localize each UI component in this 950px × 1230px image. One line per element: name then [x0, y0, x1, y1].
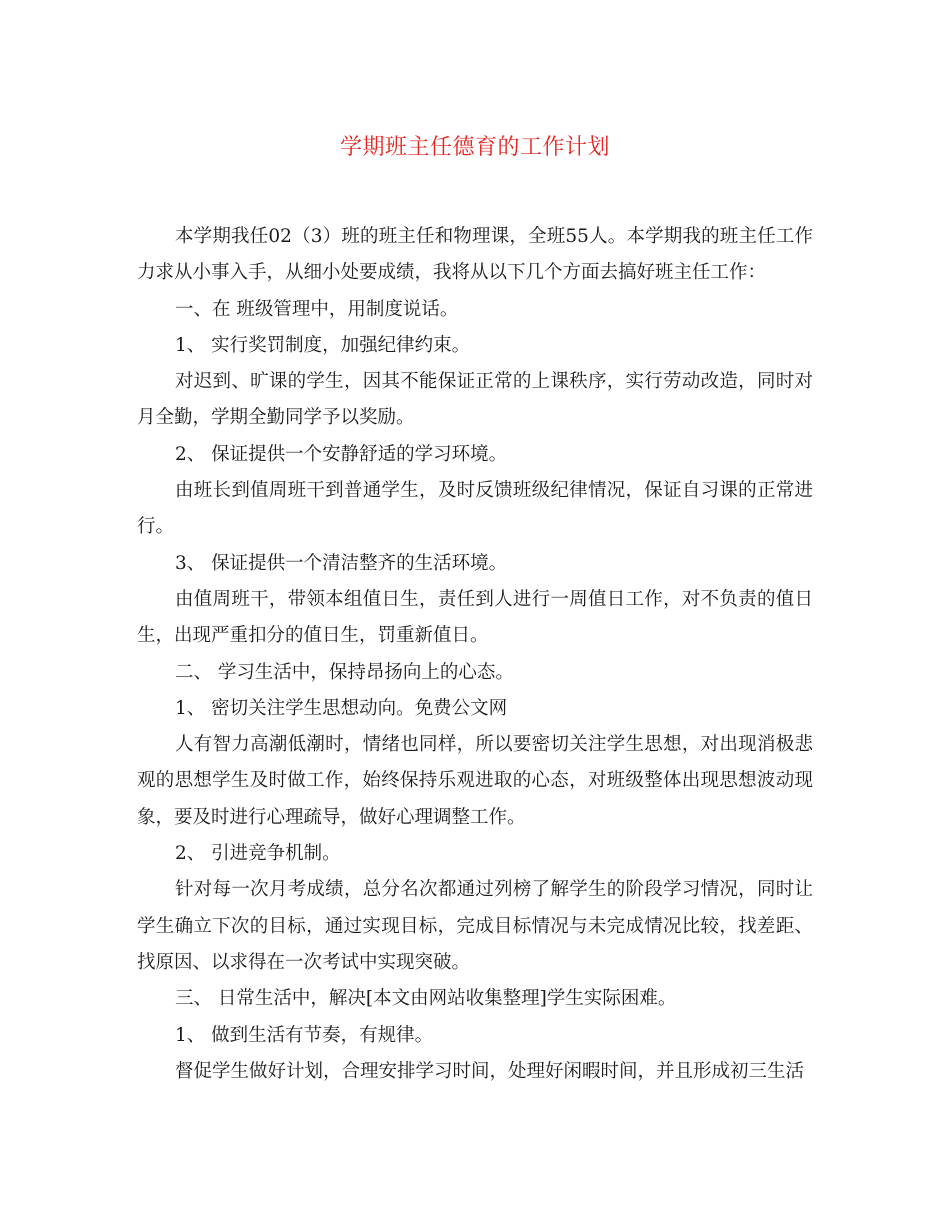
section-heading: 二、 学习生活中，保持昂扬向上的心态。: [175, 661, 514, 683]
paragraph: 本学期我任02（3）班的班主任和物理课，全班55人。本学期我的班主任工作力求从小事入手，从细小处要成绩，我将从以下几个方面去搞好班主任工作：: [137, 226, 813, 284]
document-body: [137, 219, 813, 1090]
paragraph: 由班长到值周班干到普通学生，及时反馈班级纪律情况，保证自习课的正常进行。: [137, 480, 813, 538]
section-heading: 一、在 班级管理中，用制度说话。: [175, 298, 459, 320]
paragraph: 由值周班干，带领本组值日生，责任到人进行一周值日工作，对不负责的值日生，出现严重扣分的值日生，罚重新值日。: [137, 588, 813, 647]
document-title: 学期班主任德育的工作计划: [339, 135, 610, 160]
subsection-heading: 1、 做到生活有节奏，有规律。: [175, 1024, 434, 1046]
subsection-heading: 3、 保证提供一个清洁整齐的生活环境。: [175, 552, 508, 574]
subsection-heading: 1、 密切关注学生思想动向。免费公文网: [175, 697, 508, 719]
paragraph: 针对每一次月考成绩，总分名次都通过列榜了解学生的阶段学习情况，同时让学生确立下次的目标，通过实现目标，完成目标情况与未完成情况比较，找差距、找原因、以求得在一次考试中实现突破。: [137, 879, 813, 973]
subsection-heading: 2、 引进竞争机制。: [175, 843, 341, 865]
section-heading: 三、 日常生活中，解决[本文由网站收集整理]学生实际困难。: [175, 988, 677, 1010]
subsection-heading: 1、 实行奖罚制度，加强纪律约束。: [175, 334, 471, 356]
subsection-heading: 2、 保证提供一个安静舒适的学习环境。: [175, 443, 508, 465]
paragraph: 对迟到、旷课的学生，因其不能保证正常的上课秩序，实行劳动改造，同时对月全勤，学期全勤同学予以奖励。: [137, 371, 813, 429]
paragraph: 人有智力高潮低潮时，情绪也同样，所以要密切关注学生思想，对出现消极悲观的思想学生及时做工作，始终保持乐观进取的心态，对班级整体出现思想波动现象，要及时进行心理疏导，做好心理调整工作。: [137, 734, 813, 828]
paragraph: 督促学生做好计划，合理安排学习时间，处理好闲暇时间，并且形成初三生活: [175, 1060, 805, 1082]
